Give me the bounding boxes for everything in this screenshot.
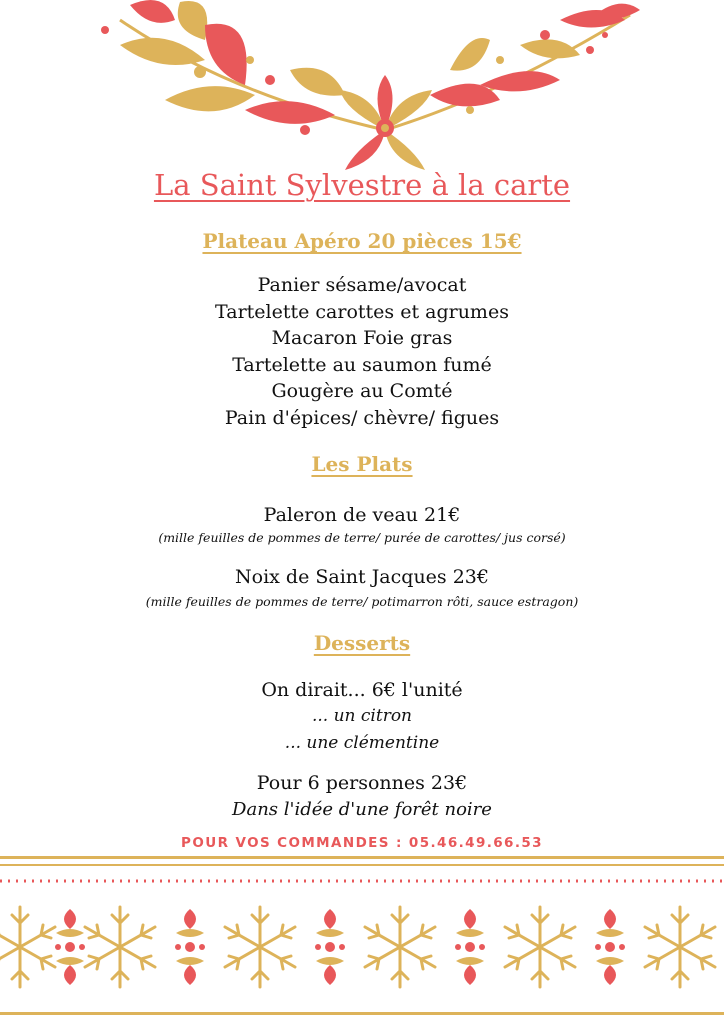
dish-description: (mille feuilles de pommes de terre/ purée de carottes/ jus corsé) bbox=[158, 530, 566, 545]
dessert-option: ... une clémentine bbox=[284, 733, 440, 753]
dessert-name: Pour 6 personnes 23€ bbox=[256, 772, 468, 794]
desserts-heading: Desserts bbox=[313, 631, 411, 655]
snowflake-border-decoration bbox=[0, 852, 724, 1024]
apero-item-list bbox=[0, 272, 724, 431]
apero-item: Tartelette au saumon fumé bbox=[232, 353, 492, 376]
floral-wreath-decoration bbox=[0, 0, 724, 180]
dish-description: (mille feuilles de pommes de terre/ potimarron rôti, sauce estragon) bbox=[145, 594, 579, 609]
dessert-option: ... un citron bbox=[311, 706, 413, 726]
dessert-description: Dans l'idée d'une forêt noire bbox=[232, 799, 492, 820]
order-contact-line: POUR VOS COMMANDES : 05.46.49.66.53 bbox=[181, 835, 543, 851]
apero-item: Panier sésame/avocat bbox=[257, 274, 467, 296]
apero-item: Gougère au Comté bbox=[271, 380, 453, 402]
dessert-name: On dirait... 6€ l'unité bbox=[261, 679, 463, 701]
dish-name: Paleron de veau 21€ bbox=[263, 504, 461, 526]
apero-heading: Plateau Apéro 20 pièces 15€ bbox=[202, 229, 522, 253]
dish-name: Noix de Saint Jacques 23€ bbox=[235, 566, 489, 588]
apero-item: Pain d'épices/ chèvre/ figues bbox=[224, 406, 500, 429]
apero-item: Macaron Foie gras bbox=[271, 327, 453, 349]
apero-item: Tartelette carottes et agrumes bbox=[215, 300, 509, 323]
plats-heading: Les Plats bbox=[311, 452, 413, 476]
menu-title: La Saint Sylvestre à la carte bbox=[153, 168, 571, 202]
